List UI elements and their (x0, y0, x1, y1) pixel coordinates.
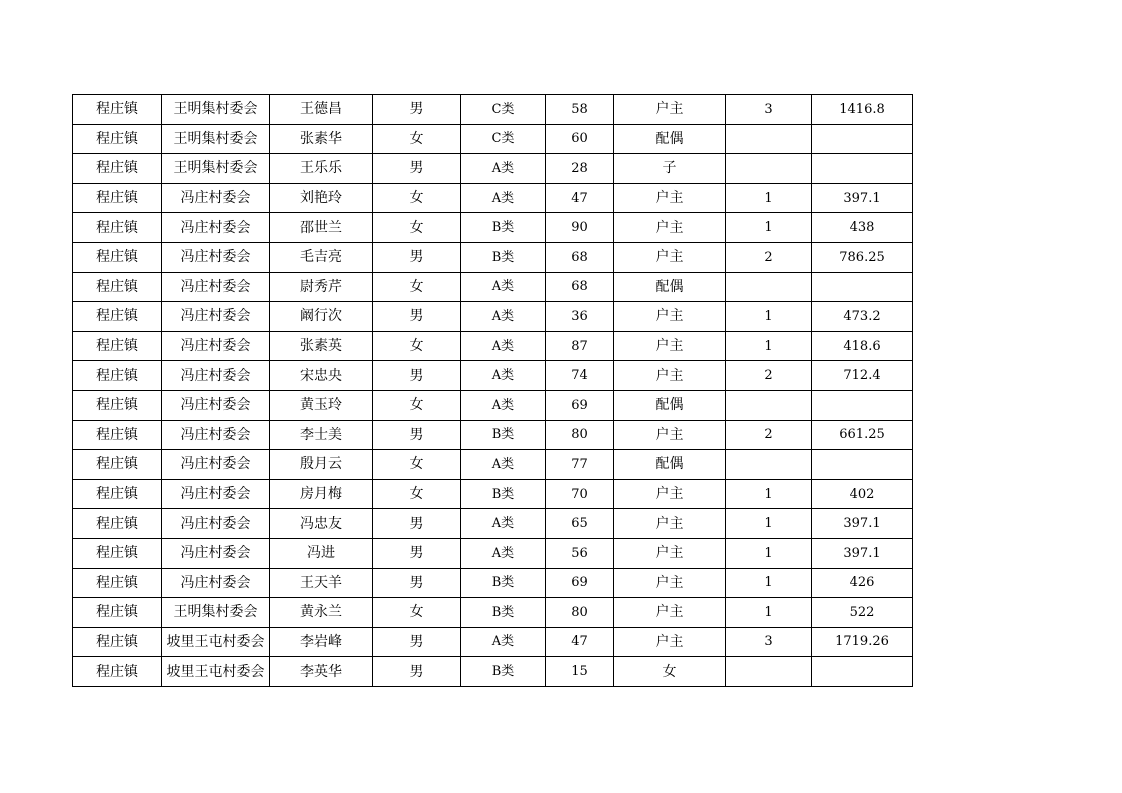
amount-cell (812, 450, 913, 480)
table-row (73, 627, 913, 657)
age-cell: 36 (546, 302, 614, 332)
age-cell: 80 (546, 420, 614, 450)
household-size-cell: 1 (726, 598, 812, 628)
age-cell: 68 (546, 272, 614, 302)
table-row (73, 154, 913, 184)
village-cell: 冯庄村委会 (162, 568, 270, 598)
amount-cell: 1719.26 (812, 627, 913, 657)
table-row (73, 242, 913, 272)
household-size-cell: 1 (726, 568, 812, 598)
category-cell: A类 (461, 331, 546, 361)
relation-cell: 户主 (614, 213, 726, 243)
town-cell: 程庄镇 (73, 302, 162, 332)
gender-cell: 男 (373, 302, 461, 332)
gender-cell: 女 (373, 479, 461, 509)
gender-cell: 男 (373, 95, 461, 125)
amount-cell: 397.1 (812, 183, 913, 213)
gender-cell: 女 (373, 598, 461, 628)
village-cell: 王明集村委会 (162, 95, 270, 125)
relation-cell: 女 (614, 657, 726, 687)
name-cell: 邵世兰 (270, 213, 373, 243)
category-cell: A类 (461, 390, 546, 420)
household-size-cell: 3 (726, 627, 812, 657)
category-cell: B类 (461, 420, 546, 450)
table-row (73, 509, 913, 539)
age-cell: 90 (546, 213, 614, 243)
gender-cell: 女 (373, 124, 461, 154)
amount-cell: 426 (812, 568, 913, 598)
name-cell: 李英华 (270, 657, 373, 687)
table-row (73, 302, 913, 332)
amount-cell: 418.6 (812, 331, 913, 361)
table-row (73, 272, 913, 302)
name-cell: 张素华 (270, 124, 373, 154)
age-cell: 47 (546, 627, 614, 657)
category-cell: B类 (461, 479, 546, 509)
amount-cell: 712.4 (812, 361, 913, 391)
table-row (73, 538, 913, 568)
household-size-cell: 1 (726, 213, 812, 243)
relation-cell: 配偶 (614, 390, 726, 420)
category-cell: A类 (461, 302, 546, 332)
gender-cell: 男 (373, 568, 461, 598)
gender-cell: 女 (373, 183, 461, 213)
amount-cell (812, 390, 913, 420)
household-size-cell: 2 (726, 361, 812, 391)
age-cell: 69 (546, 568, 614, 598)
household-size-cell (726, 124, 812, 154)
name-cell: 殷月云 (270, 450, 373, 480)
village-cell: 冯庄村委会 (162, 213, 270, 243)
town-cell: 程庄镇 (73, 331, 162, 361)
name-cell: 阚行次 (270, 302, 373, 332)
town-cell: 程庄镇 (73, 627, 162, 657)
age-cell: 70 (546, 479, 614, 509)
relation-cell: 户主 (614, 627, 726, 657)
category-cell: B类 (461, 568, 546, 598)
village-cell: 冯庄村委会 (162, 242, 270, 272)
name-cell: 宋忠央 (270, 361, 373, 391)
town-cell: 程庄镇 (73, 154, 162, 184)
category-cell: A类 (461, 509, 546, 539)
table-row (73, 598, 913, 628)
household-size-cell: 1 (726, 479, 812, 509)
amount-cell: 397.1 (812, 538, 913, 568)
category-cell: C类 (461, 95, 546, 125)
relation-cell: 户主 (614, 242, 726, 272)
town-cell: 程庄镇 (73, 242, 162, 272)
village-cell: 冯庄村委会 (162, 420, 270, 450)
table-body (73, 95, 913, 687)
amount-cell (812, 272, 913, 302)
town-cell: 程庄镇 (73, 272, 162, 302)
table-row (73, 331, 913, 361)
category-cell: B类 (461, 657, 546, 687)
relation-cell: 户主 (614, 538, 726, 568)
category-cell: A类 (461, 627, 546, 657)
household-size-cell: 1 (726, 331, 812, 361)
amount-cell: 522 (812, 598, 913, 628)
household-size-cell (726, 450, 812, 480)
household-size-cell: 1 (726, 538, 812, 568)
town-cell: 程庄镇 (73, 183, 162, 213)
relation-cell: 户主 (614, 568, 726, 598)
amount-cell (812, 154, 913, 184)
category-cell: B类 (461, 598, 546, 628)
table-row (73, 479, 913, 509)
town-cell: 程庄镇 (73, 450, 162, 480)
town-cell: 程庄镇 (73, 420, 162, 450)
name-cell: 毛吉亮 (270, 242, 373, 272)
household-size-cell (726, 657, 812, 687)
relation-cell: 配偶 (614, 124, 726, 154)
name-cell: 李士美 (270, 420, 373, 450)
village-cell: 坡里王屯村委会 (162, 657, 270, 687)
household-size-cell (726, 390, 812, 420)
age-cell: 58 (546, 95, 614, 125)
village-cell: 冯庄村委会 (162, 390, 270, 420)
name-cell: 王德昌 (270, 95, 373, 125)
category-cell: A类 (461, 272, 546, 302)
relation-cell: 配偶 (614, 272, 726, 302)
village-cell: 冯庄村委会 (162, 509, 270, 539)
gender-cell: 女 (373, 272, 461, 302)
name-cell: 尉秀芹 (270, 272, 373, 302)
name-cell: 李岩峰 (270, 627, 373, 657)
gender-cell: 女 (373, 390, 461, 420)
age-cell: 68 (546, 242, 614, 272)
household-size-cell: 1 (726, 302, 812, 332)
table-row (73, 213, 913, 243)
village-cell: 坡里王屯村委会 (162, 627, 270, 657)
table-row (73, 657, 913, 687)
table-row (73, 420, 913, 450)
age-cell: 47 (546, 183, 614, 213)
household-size-cell: 1 (726, 509, 812, 539)
village-cell: 冯庄村委会 (162, 272, 270, 302)
town-cell: 程庄镇 (73, 509, 162, 539)
name-cell: 王天羊 (270, 568, 373, 598)
relation-cell: 配偶 (614, 450, 726, 480)
village-cell: 冯庄村委会 (162, 302, 270, 332)
village-cell: 冯庄村委会 (162, 361, 270, 391)
table-row (73, 361, 913, 391)
category-cell: C类 (461, 124, 546, 154)
table-row (73, 124, 913, 154)
town-cell: 程庄镇 (73, 95, 162, 125)
amount-cell: 438 (812, 213, 913, 243)
relation-cell: 户主 (614, 331, 726, 361)
category-cell: A类 (461, 538, 546, 568)
age-cell: 60 (546, 124, 614, 154)
gender-cell: 女 (373, 213, 461, 243)
relation-cell: 户主 (614, 420, 726, 450)
age-cell: 74 (546, 361, 614, 391)
amount-cell: 402 (812, 479, 913, 509)
amount-cell: 1416.8 (812, 95, 913, 125)
age-cell: 28 (546, 154, 614, 184)
town-cell: 程庄镇 (73, 390, 162, 420)
town-cell: 程庄镇 (73, 124, 162, 154)
category-cell: A类 (461, 450, 546, 480)
amount-cell: 397.1 (812, 509, 913, 539)
town-cell: 程庄镇 (73, 479, 162, 509)
table-row (73, 568, 913, 598)
gender-cell: 男 (373, 509, 461, 539)
gender-cell: 男 (373, 242, 461, 272)
town-cell: 程庄镇 (73, 213, 162, 243)
relation-cell: 户主 (614, 302, 726, 332)
village-cell: 冯庄村委会 (162, 331, 270, 361)
name-cell: 王乐乐 (270, 154, 373, 184)
town-cell: 程庄镇 (73, 657, 162, 687)
amount-cell: 473.2 (812, 302, 913, 332)
age-cell: 69 (546, 390, 614, 420)
name-cell: 冯忠友 (270, 509, 373, 539)
town-cell: 程庄镇 (73, 598, 162, 628)
relation-cell: 户主 (614, 479, 726, 509)
amount-cell (812, 657, 913, 687)
gender-cell: 男 (373, 361, 461, 391)
name-cell: 黄永兰 (270, 598, 373, 628)
household-size-cell: 2 (726, 242, 812, 272)
village-cell: 王明集村委会 (162, 154, 270, 184)
category-cell: B类 (461, 242, 546, 272)
gender-cell: 男 (373, 627, 461, 657)
category-cell: A类 (461, 183, 546, 213)
gender-cell: 男 (373, 154, 461, 184)
table-row (73, 183, 913, 213)
relation-cell: 户主 (614, 183, 726, 213)
town-cell: 程庄镇 (73, 568, 162, 598)
gender-cell: 女 (373, 450, 461, 480)
town-cell: 程庄镇 (73, 538, 162, 568)
table-row (73, 95, 913, 125)
household-size-cell (726, 154, 812, 184)
category-cell: A类 (461, 154, 546, 184)
age-cell: 87 (546, 331, 614, 361)
gender-cell: 男 (373, 420, 461, 450)
table-row (73, 390, 913, 420)
town-cell: 程庄镇 (73, 361, 162, 391)
age-cell: 65 (546, 509, 614, 539)
age-cell: 77 (546, 450, 614, 480)
data-table (72, 94, 913, 687)
gender-cell: 男 (373, 538, 461, 568)
category-cell: A类 (461, 361, 546, 391)
amount-cell (812, 124, 913, 154)
age-cell: 56 (546, 538, 614, 568)
name-cell: 房月梅 (270, 479, 373, 509)
village-cell: 冯庄村委会 (162, 538, 270, 568)
gender-cell: 男 (373, 657, 461, 687)
name-cell: 黄玉玲 (270, 390, 373, 420)
age-cell: 80 (546, 598, 614, 628)
name-cell: 冯进 (270, 538, 373, 568)
name-cell: 刘艳玲 (270, 183, 373, 213)
category-cell: B类 (461, 213, 546, 243)
village-cell: 王明集村委会 (162, 124, 270, 154)
village-cell: 冯庄村委会 (162, 450, 270, 480)
age-cell: 15 (546, 657, 614, 687)
amount-cell: 786.25 (812, 242, 913, 272)
relation-cell: 户主 (614, 598, 726, 628)
gender-cell: 女 (373, 331, 461, 361)
table-row (73, 450, 913, 480)
household-size-cell (726, 272, 812, 302)
village-cell: 冯庄村委会 (162, 479, 270, 509)
amount-cell: 661.25 (812, 420, 913, 450)
household-size-cell: 1 (726, 183, 812, 213)
name-cell: 张素英 (270, 331, 373, 361)
relation-cell: 子 (614, 154, 726, 184)
relation-cell: 户主 (614, 95, 726, 125)
relation-cell: 户主 (614, 361, 726, 391)
household-size-cell: 3 (726, 95, 812, 125)
relation-cell: 户主 (614, 509, 726, 539)
village-cell: 王明集村委会 (162, 598, 270, 628)
village-cell: 冯庄村委会 (162, 183, 270, 213)
household-size-cell: 2 (726, 420, 812, 450)
